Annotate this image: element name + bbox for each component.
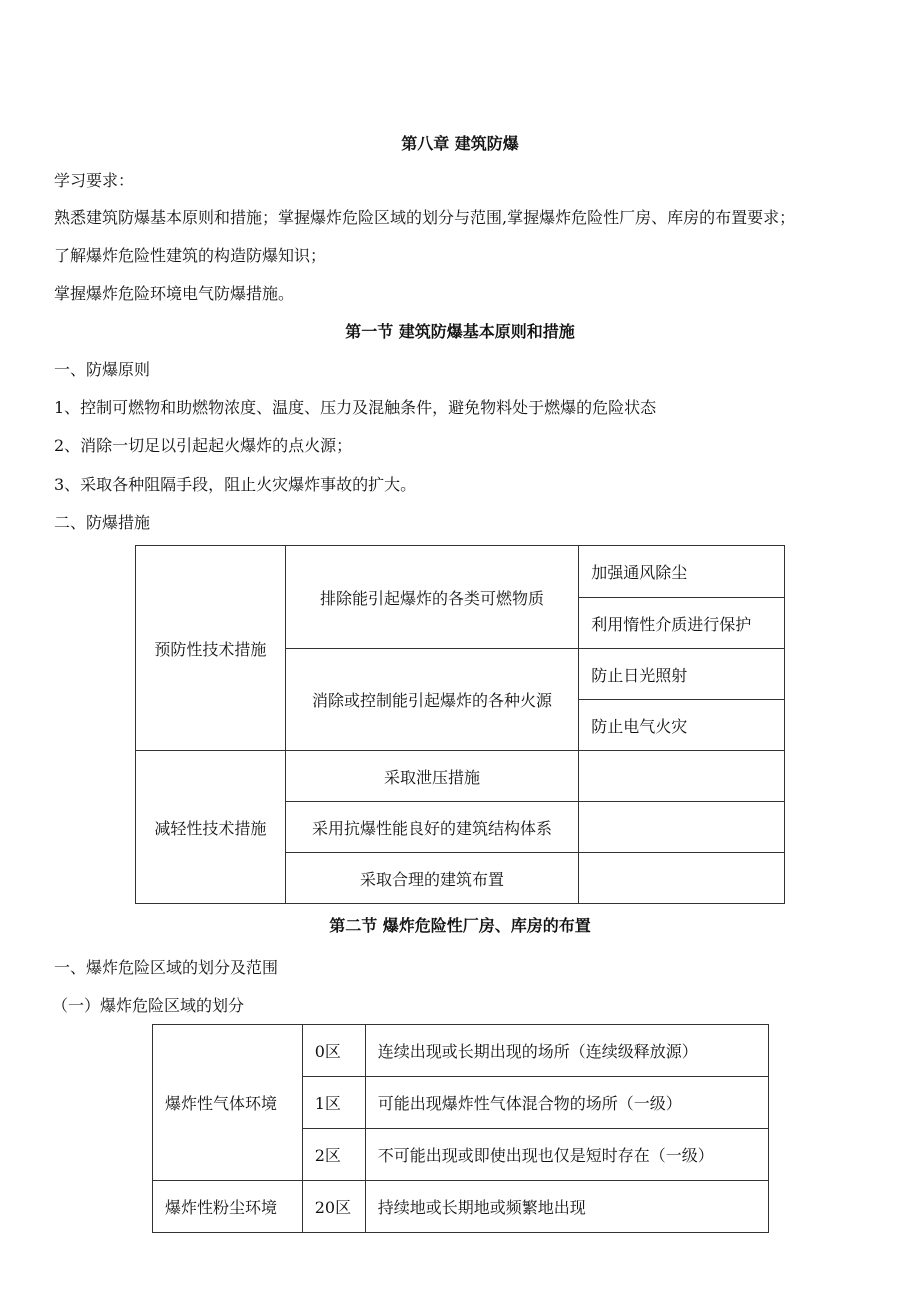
section1-title: 第一节 建筑防爆基本原则和措施: [345, 322, 575, 341]
measures-prevent-category: 预防性技术措施: [136, 546, 286, 751]
requirement-1: 熟悉建筑防爆基本原则和措施；掌握爆炸危险区域的划分与范围,掌握爆炸危险性厂房、库房的布置要求；: [54, 208, 796, 227]
zone-1-label: 1区: [302, 1077, 365, 1129]
zones-subheading: （一）爆炸危险区域的划分: [52, 996, 245, 1015]
measures-heading: 二、防爆措施: [54, 513, 151, 532]
measures-table: [135, 545, 785, 904]
zone-0-desc: 连续出现或长期出现的场所（连续级释放源）: [365, 1025, 768, 1077]
measures-mitigate-2: 采用抗爆性能良好的建筑结构体系: [285, 802, 579, 853]
zone-0-label: 0区: [302, 1025, 365, 1077]
zone-20-label: 20区: [302, 1181, 365, 1233]
principle-2: 2、消除一切足以引起起火爆炸的点火源；: [54, 436, 353, 455]
zone-20-desc: 持续地或长期地或频繁地出现: [365, 1181, 768, 1233]
measures-empty-cell: [579, 751, 785, 802]
measures-mitigate-category: 减轻性技术措施: [136, 751, 286, 904]
measures-prevent-b2: 防止电气火灾: [579, 700, 785, 751]
principles-heading: 一、防爆原则: [54, 360, 151, 379]
measures-prevent-b1: 防止日光照射: [579, 649, 785, 700]
measures-mitigate-3: 采取合理的建筑布置: [285, 853, 579, 904]
measures-mitigate-1: 采取泄压措施: [285, 751, 579, 802]
zones-gas-category: 爆炸性气体环境: [153, 1025, 303, 1181]
section2-title: 第二节 爆炸危险性厂房、库房的布置: [329, 916, 591, 935]
measures-empty-cell: [579, 802, 785, 853]
measures-prevent-a2: 利用惰性介质进行保护: [579, 598, 785, 649]
measures-prevent-a: 排除能引起爆炸的各类可燃物质: [285, 546, 579, 649]
zone-1-desc: 可能出现爆炸性气体混合物的场所（一级）: [365, 1077, 768, 1129]
measures-prevent-b: 消除或控制能引起爆炸的各种火源: [285, 649, 579, 751]
zone-2-label: 2区: [302, 1129, 365, 1181]
zones-dust-category: 爆炸性粉尘环境: [153, 1181, 303, 1233]
measures-empty-cell: [579, 853, 785, 904]
requirements-label: 学习要求：: [54, 171, 135, 190]
zone-2-desc: 不可能出现或即使出现也仅是短时存在（一级）: [365, 1129, 768, 1181]
requirement-2: 了解爆炸危险性建筑的构造防爆知识；: [54, 246, 327, 265]
principle-3: 3、采取各种阻隔手段，阻止火灾爆炸事故的扩大。: [54, 475, 417, 494]
principle-1: 1、控制可燃物和助燃物浓度、温度、压力及混触条件，避免物料处于燃爆的危险状态: [54, 398, 657, 417]
chapter-title: 第八章 建筑防爆: [401, 134, 519, 153]
zones-table: [152, 1024, 769, 1233]
measures-prevent-a1: 加强通风除尘: [579, 546, 785, 598]
zones-heading: 一、爆炸危险区域的划分及范围: [54, 958, 279, 977]
requirement-3: 掌握爆炸危险环境电气防爆措施。: [54, 284, 295, 303]
